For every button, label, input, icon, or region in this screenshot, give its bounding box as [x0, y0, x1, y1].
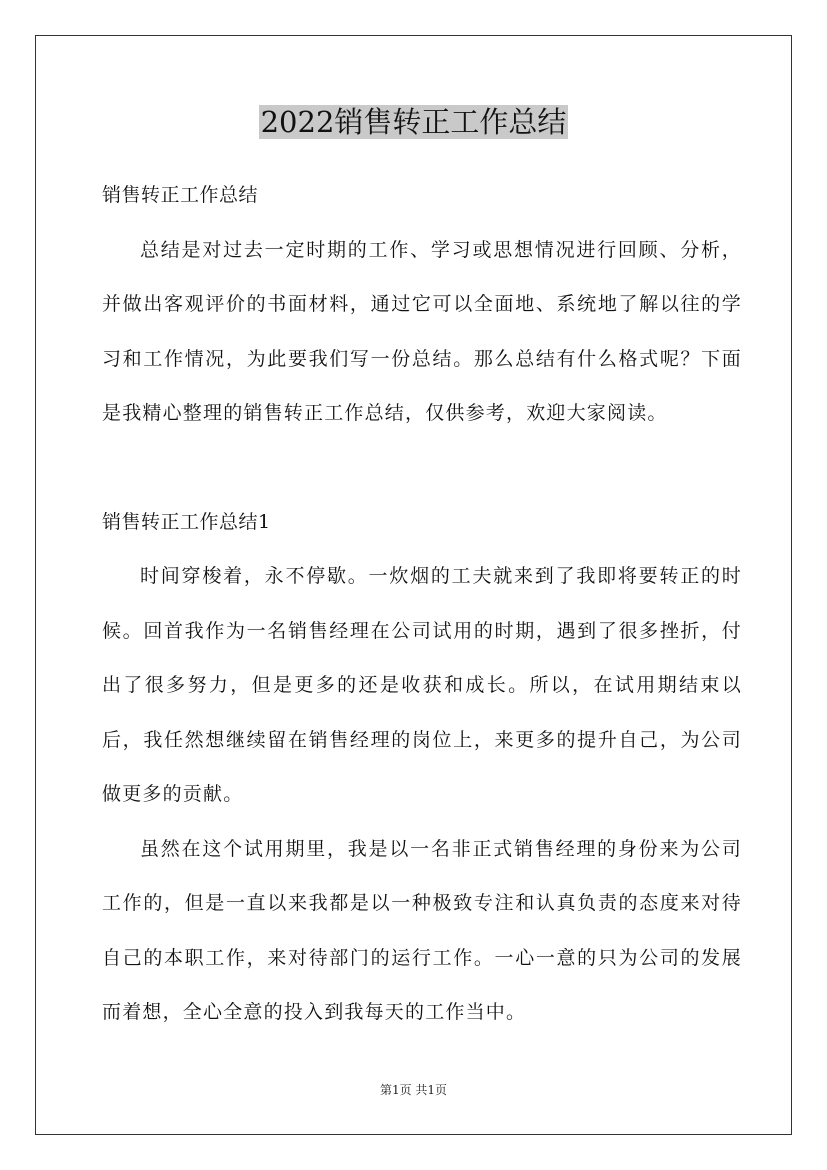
document-body: [102, 168, 742, 1040]
section1-paragraph-1: 时间穿梭着，永不停歇。一炊烟的工夫就来到了我即将要转正的时候。回首我作为一名销售经理在公司试用的时期，遇到了很多挫折，付出了很多努力，但是更多的还是收获和成长。所以，在试用期结束以后，我任然想继续留在销售经理的岗位上，来更多的提升自己，为公司做更多的贡献。: [102, 565, 742, 805]
document-title: [0, 102, 827, 142]
section1-paragraph-2: 虽然在这个试用期里，我是以一名非正式销售经理的身份来为公司工作的，但是一直以来我都是以一种极致专注和认真负责的态度来对待自己的本职工作，来对待部门的运行工作。一心一意的只为公司的发展而着想，全心全意的投入到我每天的工作当中。: [102, 837, 742, 1023]
intro-paragraph: 总结是对过去一定时期的工作、学习或思想情况进行回顾、分析，并做出客观评价的书面材料，通过它可以全面地、系统地了解以往的学习和工作情况，为此要我们写一份总结。那么总结有什么格式呢？下面是我精心整理的销售转正工作总结，仅供参考，欢迎大家阅读。: [102, 238, 742, 424]
document-title-text: 2022销售转正工作总结: [260, 105, 567, 139]
page-footer: 第1页 共1页: [379, 1083, 448, 1097]
section-spacer: [102, 441, 742, 495]
intro-heading: 销售转正工作总结: [102, 184, 259, 206]
section1-heading: 销售转正工作总结1: [102, 510, 271, 533]
